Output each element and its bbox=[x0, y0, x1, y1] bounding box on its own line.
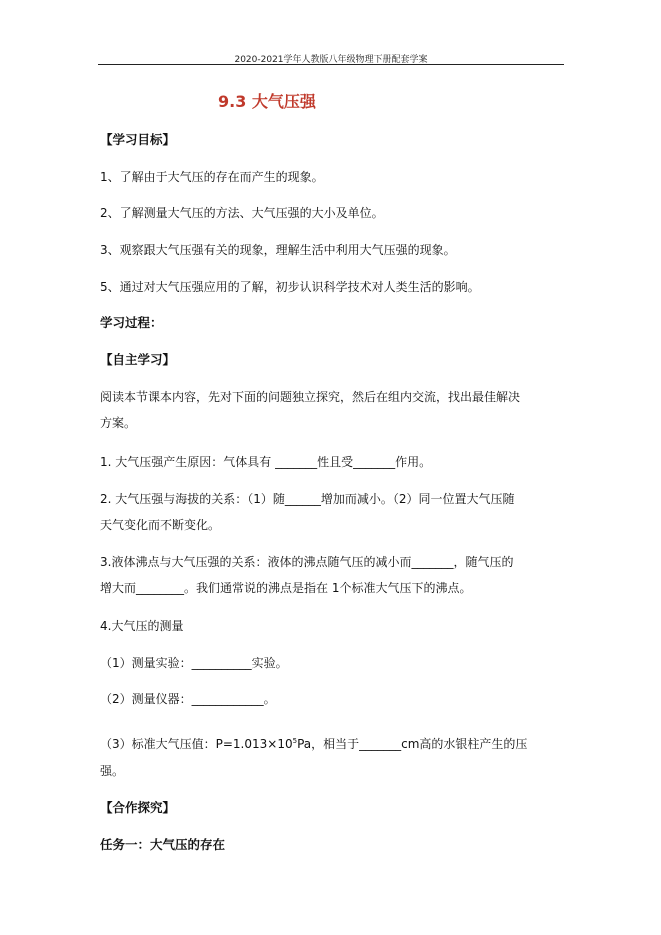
q4-3-prefix: （3）标准大气压值：P=1.013×10 bbox=[100, 737, 293, 751]
goal-item-4: 5、通过对大气压强应用的了解，初步认识科学技术对人类生活的影响。 bbox=[100, 280, 480, 294]
question-4-2: （2）测量仪器：____________。 bbox=[100, 692, 276, 706]
q4-3-exponent: 5 bbox=[292, 737, 298, 745]
question-2-line2: 天气变化而不断变化。 bbox=[100, 518, 221, 532]
question-3-line1: 3.液体沸点与大气压强的关系：液体的沸点随气压的减小而_______，随气压的 bbox=[100, 555, 514, 569]
page-title: 9.3 大气压强 bbox=[218, 92, 316, 111]
goal-item-1: 1、了解由于大气压的存在而产生的现象。 bbox=[100, 170, 324, 184]
intro-text-line1: 阅读本节课本内容，先对下面的问题独立探究，然后在组内交流，找出最佳解决 bbox=[100, 390, 521, 404]
question-1: 1. 大气压强产生原因：气体具有 _______性且受_______作用。 bbox=[100, 455, 432, 469]
coop-heading: 【合作探究】 bbox=[100, 800, 176, 815]
self-study-heading: 【自主学习】 bbox=[100, 352, 176, 367]
question-4-1: （1）测量实验：__________实验。 bbox=[100, 656, 288, 670]
q4-3-suffix: Pa，相当于_______cm高的水银柱产生的压 bbox=[297, 737, 528, 751]
goals-heading: 【学习目标】 bbox=[100, 132, 176, 147]
question-2-line1: 2. 大气压强与海拔的关系：（1）随______增加而减小。（2）同一位置大气压随 bbox=[100, 492, 515, 506]
question-3-line2: 增大而________。我们通常说的沸点是指在 1个标准大气压下的沸点。 bbox=[100, 581, 472, 595]
header-divider bbox=[98, 64, 564, 65]
intro-text-line2: 方案。 bbox=[100, 416, 137, 430]
goal-item-2: 2、了解测量大气压的方法、大气压强的大小及单位。 bbox=[100, 206, 384, 220]
page-header: 2020-2021学年人教版八年级物理下册配套学案 bbox=[234, 55, 428, 65]
goal-item-3: 3、观察跟大气压强有关的现象，理解生活中利用大气压强的现象。 bbox=[100, 243, 456, 257]
process-heading: 学习过程： bbox=[100, 315, 163, 330]
question-4-3-line2: 强。 bbox=[100, 764, 125, 778]
question-4-3-line1 bbox=[100, 736, 527, 752]
question-4: 4.大气压的测量 bbox=[100, 619, 184, 633]
task-1-heading: 任务一：大气压的存在 bbox=[100, 837, 226, 852]
